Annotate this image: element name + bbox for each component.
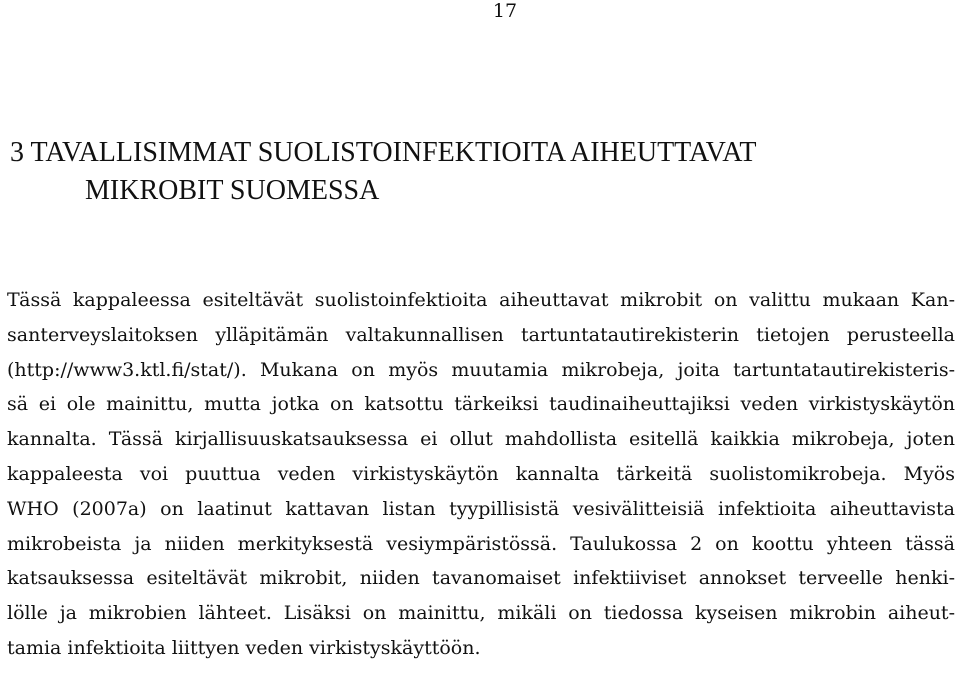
- paragraph-line: kannalta. Tässä kirjallisuuskatsauksessa ei ollut mahdollista esitellä kaikkia mikrobeja, joten: [7, 428, 955, 451]
- paragraph-line: mikrobeista ja niiden merkityksestä vesiympäristössä. Taulukossa 2 on koottu yhteen tässä: [7, 532, 955, 555]
- paragraph-line: tamia infektioita liittyen veden virkistyskäyttöön.: [7, 636, 481, 659]
- paragraph-line: kappaleesta voi puuttua veden virkistyskäytön kannalta tärkeitä suolistomikrobeja. Myös: [7, 462, 955, 485]
- page-number: 17: [492, 0, 518, 22]
- paragraph-line: WHO (2007a) on laatinut kattavan listan tyypillisistä vesivälitteisiä infektioita aiheuttavista: [7, 497, 955, 520]
- paragraph-line: katsauksessa esiteltävät mikrobit, niiden tavanomaiset infektiiviset annokset terveelle henki-: [7, 567, 955, 590]
- paragraph-line: lölle ja mikrobien lähteet. Lisäksi on mainittu, mikäli on tiedossa kyseisen mikrobin aiheut-: [7, 602, 955, 625]
- paragraph-line: (http://www3.ktl.fi/stat/). Mukana on myös muutamia mikrobeja, joita tartuntatautirekisteris-: [7, 358, 955, 381]
- paragraph-line: santerveyslaitoksen ylläpitämän valtakunnallisen tartuntatautirekisterin tietojen perusteella: [7, 323, 955, 346]
- chapter-title-line-2: MIKROBIT SUOMESSA: [85, 175, 380, 206]
- chapter-title-line-1: 3 TAVALLISIMMAT SUOLISTOINFEKTIOITA AIHEUTTAVAT: [10, 137, 757, 168]
- paragraph-line: sä ei ole mainittu, mutta jotka on katsottu tärkeiksi taudinaiheuttajiksi veden virkistyskäytön: [7, 393, 955, 416]
- paragraph-line: Tässä kappaleessa esiteltävät suolistoinfektioita aiheuttavat mikrobit on valittu mukaan Kan-: [7, 289, 955, 311]
- chapter-title: [10, 134, 940, 210]
- body-paragraph: [7, 283, 955, 666]
